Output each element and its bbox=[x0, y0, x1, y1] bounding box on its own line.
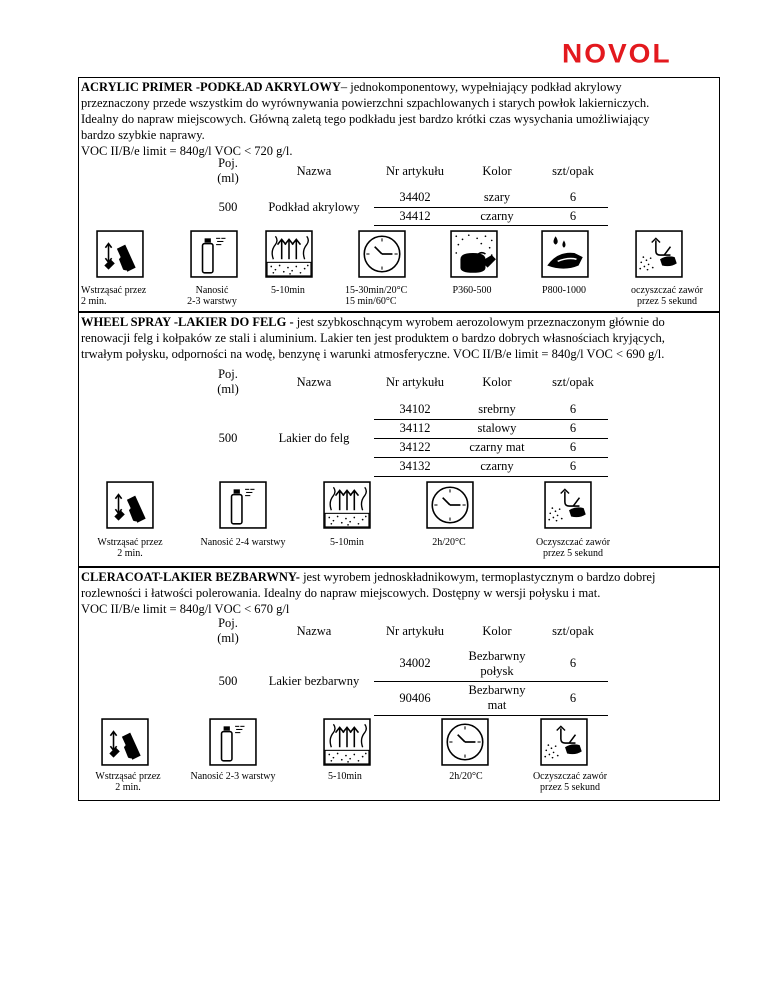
table-row: 34412 czarny 6 bbox=[202, 207, 608, 225]
spray-can-icon bbox=[209, 718, 257, 766]
caption-clean: Oczyszczać zawór przez 5 sekund bbox=[532, 771, 608, 793]
clock-icon bbox=[358, 230, 406, 278]
shake-icon bbox=[106, 481, 154, 529]
product-title: CLERACOAT-LAKIER BEZBARWNY- bbox=[81, 570, 300, 584]
spray-can-icon bbox=[219, 481, 267, 529]
caption-drying: 2h/20°C bbox=[432, 537, 466, 548]
table-header-row: Poj. (ml) Nazwa Nr artykułu Kolor szt/opak bbox=[217, 367, 594, 396]
table-row: 90406 Bezbarwny mat 6 bbox=[202, 681, 608, 715]
table-header-row: Poj. (ml) Nazwa Nr artykułu Kolor szt/opak bbox=[217, 156, 594, 185]
caption-drying: 2h/20°C bbox=[449, 771, 483, 782]
caption-apply: Nanosić 2-3 warstwy bbox=[187, 285, 237, 307]
clean-nozzle-icon bbox=[635, 230, 683, 278]
product-description: ACRYLIC PRIMER -PODKŁAD AKRYLOWY– jednokomponentowy, wypełniający podkład akrylowy przeznaczony przede wszystkim do wyrównywania powierzchni szpachlowanych i starych powłok lakierniczych. Idealny do napraw miejscowych. Główną zaletą tego podkładu jest bardzo krótki czas wysychania umożliwiający bardzo szybkie naprawy. VOC II/B/e limit = 840g/l VOC < 720 g/l. bbox=[81, 80, 650, 158]
product-description: WHEEL SPRAY -LAKIER DO FELG - jest szybkoschnącym wyrobem aerozolowym przeznaczonym głównie do renowacji felg i kołpaków ze stali i aluminium. Lakier ten jest produktem o bardzo dobrych własnościach kryjących, trwałym połysku, odporności na wodę, benzynę i warunki atmosferyczne. VOC II/B/e limit = 840g/l VOC < 690 g/l. bbox=[81, 315, 665, 361]
product-title: WHEEL SPRAY -LAKIER DO FELG - bbox=[81, 315, 294, 329]
clearcoat-section bbox=[78, 567, 720, 801]
caption-shake: Wstrząsać przez 2 min. bbox=[81, 285, 147, 307]
product-description: CLERACOAT-LAKIER BEZBARWNY- jest wyrobem jednoskładnikowym, termoplastycznym o bardzo dobrej rozlewności i łatwości polerowania. Idealny do napraw miejscowych. Dostępny w wersji połysku i mat. VOC II/B/e limit = 840g/l VOC < 670 g/l bbox=[81, 570, 656, 616]
caption-flash-off: 5-10min bbox=[328, 771, 362, 782]
wheel-spray-section bbox=[78, 312, 720, 567]
flash-off-icon bbox=[323, 718, 371, 766]
product-table bbox=[202, 615, 608, 716]
table-row: 34122 czarny mat 6 bbox=[202, 438, 608, 457]
table-row: 500 Lakier bezbarwny 34002 Bezbarwny połysk 6 bbox=[202, 647, 608, 681]
caption-flash-off: 5-10min bbox=[271, 285, 305, 296]
dry-sanding-icon bbox=[541, 230, 589, 278]
product-table bbox=[202, 364, 608, 477]
caption-clean: Oczyszczać zawór przez 5 sekund bbox=[535, 537, 611, 559]
clean-nozzle-icon bbox=[544, 481, 592, 529]
flash-off-icon bbox=[323, 481, 371, 529]
caption-shake: Wstrząsać przez 2 min. bbox=[97, 537, 163, 559]
table-row: 34132 czarny 6 bbox=[202, 457, 608, 476]
flash-off-icon bbox=[265, 230, 313, 278]
table-row: 500 Lakier do felg 34102 srebrny 6 bbox=[202, 400, 608, 419]
product-title: ACRYLIC PRIMER -PODKŁAD AKRYLOWY bbox=[81, 80, 341, 94]
table-header-row: Poj. (ml) Nazwa Nr artykułu Kolor szt/opak bbox=[217, 616, 594, 645]
caption-shake: Wstrząsać przez 2 min. bbox=[95, 771, 161, 793]
table-row: 34112 stalowy 6 bbox=[202, 419, 608, 438]
caption-clean: oczyszczać zawór przez 5 sekund bbox=[631, 285, 703, 307]
product-table bbox=[202, 153, 608, 226]
wet-sanding-icon bbox=[450, 230, 498, 278]
table-row: 500 Podkład akrylowy 34402 szary 6 bbox=[202, 189, 608, 207]
shake-icon bbox=[101, 718, 149, 766]
shake-icon bbox=[96, 230, 144, 278]
novol-logo: NOVOL bbox=[562, 38, 672, 69]
caption-apply: Nanosić 2-3 warstwy bbox=[190, 771, 276, 782]
acrylic-primer-section bbox=[78, 77, 720, 312]
caption-wet-sanding: P360-500 bbox=[452, 285, 492, 296]
caption-apply: Nanosić 2-4 warstwy bbox=[200, 537, 286, 548]
clock-icon bbox=[441, 718, 489, 766]
clock-icon bbox=[426, 481, 474, 529]
spray-can-icon bbox=[190, 230, 238, 278]
caption-drying: 15-30min/20°C 15 min/60°C bbox=[345, 285, 408, 307]
clean-nozzle-icon bbox=[540, 718, 588, 766]
caption-flash-off: 5-10min bbox=[330, 537, 364, 548]
caption-dry-sanding: P800-1000 bbox=[542, 285, 586, 296]
